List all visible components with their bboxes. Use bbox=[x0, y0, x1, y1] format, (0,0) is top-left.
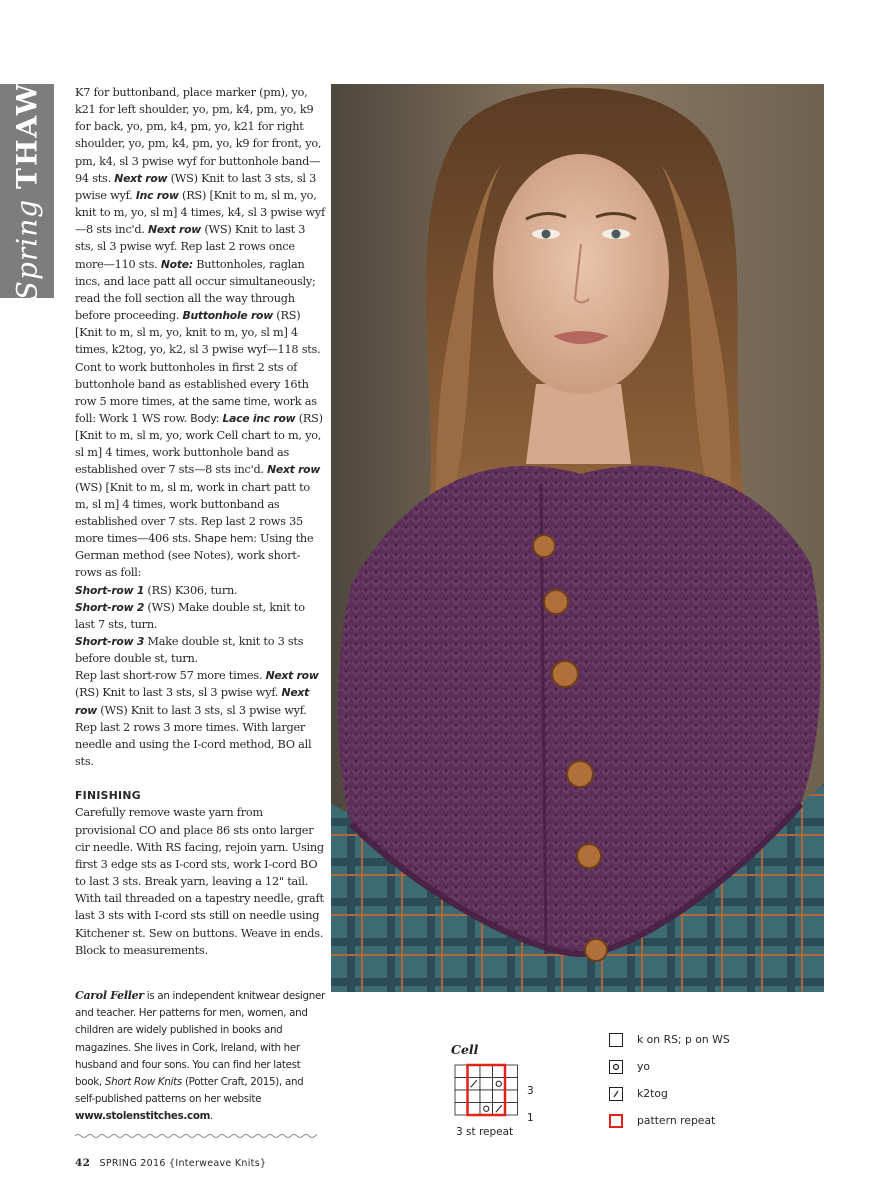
body-text: (RS) [Knit to m, sl m, yo, work Cell chart to m, yo, sl m] 4 times, work buttonhole band as established over 7 sts—8 sts inc'd. bbox=[75, 411, 323, 477]
body-text: (RS) [Knit to m, sl m, yo, knit to m, yo, sl m] 4 times, k2tog, yo, k2, sl 3 pwise wyf—118 sts. Cont to work buttonholes in first 2 sts of buttonhole band as established every 16th row 5 more times, bbox=[75, 309, 321, 408]
instructions-ending bbox=[75, 667, 325, 770]
repeat-box-icon bbox=[609, 1114, 623, 1128]
short-row-item bbox=[75, 599, 325, 633]
legend-item-yo bbox=[609, 1060, 809, 1078]
chart-cell bbox=[480, 1090, 493, 1103]
legend-item-knit bbox=[609, 1033, 809, 1051]
keyword-text: Short-row 3 bbox=[75, 635, 145, 648]
keyword-text: Lace inc row bbox=[222, 411, 296, 425]
keyword-text: Next row bbox=[114, 171, 168, 185]
keyword-text: Note: bbox=[160, 257, 193, 271]
designer-bio bbox=[75, 987, 325, 1126]
chart-cell bbox=[455, 1103, 468, 1116]
legend-item-k2tog bbox=[609, 1087, 809, 1105]
page-number: 42 bbox=[75, 1157, 91, 1169]
chart-cell bbox=[493, 1065, 506, 1078]
chart-cell bbox=[505, 1090, 518, 1103]
body-text: (WS) Knit to last 3 sts, sl 3 pwise wyf. bbox=[75, 171, 317, 202]
short-rows-list bbox=[75, 582, 325, 668]
k2tog-symbol-icon bbox=[609, 1087, 623, 1101]
issue-label: SPRING 2016 bbox=[99, 1158, 166, 1169]
book-title: Short Row Knits bbox=[104, 1076, 182, 1089]
chart-cell bbox=[480, 1078, 493, 1091]
legend-label: pattern repeat bbox=[637, 1114, 716, 1127]
keyword-text: Short-row 2 bbox=[75, 600, 145, 614]
blank-symbol-icon bbox=[609, 1033, 623, 1047]
keyword-text: Short-row 1 bbox=[75, 583, 145, 597]
body-text: Rep last short-row 57 more times. bbox=[75, 669, 266, 683]
chart-cell bbox=[480, 1065, 493, 1078]
chart-cell bbox=[480, 1103, 493, 1116]
keyword-text: Inc row bbox=[135, 188, 179, 202]
keyword-text: Next row bbox=[265, 669, 319, 683]
short-row-item bbox=[75, 582, 325, 599]
body-text: (RS) [Knit to m, sl m, yo, knit to m, yo, sl m] 4 times, k4, sl 3 pwise wyf—8 sts inc'd. bbox=[75, 188, 325, 237]
chart-row-label-3: 3 bbox=[527, 1085, 534, 1097]
chart-cell bbox=[455, 1078, 468, 1091]
legend-label: k on RS; p on WS bbox=[637, 1033, 730, 1046]
body-text: Buttonholes, raglan incs, and lace patt all occur simultaneously; read the foll section all the way through before proceeding. bbox=[75, 257, 316, 323]
body-text: (WS) Knit to last 3 sts, sl 3 pwise wyf. Rep last 2 rows 3 more times. With larger needle and using the I-cord method, BO all sts. bbox=[75, 703, 312, 769]
repeat-label: 3 st repeat bbox=[456, 1126, 514, 1138]
body-text: Using the German method (see Notes), work short-rows as foll: bbox=[75, 532, 314, 580]
short-row-item bbox=[75, 633, 325, 667]
chart-cell bbox=[493, 1090, 506, 1103]
keyword-text: Next row bbox=[75, 686, 310, 717]
bio-text-2: (Potter Craft, 2015), and self-published patterns on her website bbox=[75, 1076, 304, 1106]
keyword-text: Buttonhole row bbox=[182, 309, 273, 323]
chart-cell bbox=[505, 1065, 518, 1078]
chart-cell bbox=[468, 1065, 481, 1078]
section-tab-label bbox=[11, 82, 44, 300]
body-text: (WS) [Knit to m, sl m, work in chart patt to m, sl m] 4 times, work buttonband as established over 7 sts. Rep last 2 rows 35 more times—406 sts. bbox=[75, 480, 310, 546]
instructions-paragraph bbox=[75, 84, 325, 582]
model-photo-illustration bbox=[331, 84, 824, 992]
legend-label: yo bbox=[637, 1060, 650, 1073]
body-text: (WS) Knit to last 3 sts, sl 3 pwise wyf. Rep last 2 rows once more—110 sts. bbox=[75, 223, 306, 271]
finishing-text: Carefully remove waste yarn from provisional CO and place 86 sts onto larger cir needle. With RS facing, rejoin yarn. Using first 3 edge sts as I-cord sts, work I-cord BO to last 3 sts. Break yarn, leaving a 12" tail. With tail threaded on a tapestry needle, graft last 3 sts with I-cord sts still on needle using Kitchener st. Sew on buttons. Weave in ends. Block to measurements. bbox=[75, 806, 324, 957]
chart-cell bbox=[493, 1078, 506, 1091]
page-footer bbox=[75, 1157, 266, 1169]
body-text: (RS) Knit to last 3 sts, sl 3 pwise wyf. bbox=[75, 686, 282, 700]
section-tab-script: Spring bbox=[10, 198, 44, 301]
body-text: Make double st, knit to 3 sts before double st, turn. bbox=[75, 635, 304, 666]
website-link[interactable]: www.stolenstitches.com bbox=[75, 1110, 211, 1123]
bio-text-1: is an independent knitwear designer and teacher. Her patterns for men, women, and children are widely published in books and magazines. She lives in Cork, Ireland, with her husband and four sons. You can find her latest book, bbox=[75, 990, 325, 1089]
chart-cell bbox=[505, 1078, 518, 1091]
body-text: (RS) K306, turn. bbox=[144, 583, 238, 597]
legend-label: k2tog bbox=[637, 1087, 668, 1100]
wavy-divider bbox=[75, 1132, 317, 1140]
body-text: K7 for buttonband, place marker (pm), yo, k21 for left shoulder, yo, pm, k4, pm, yo, k9 for back, yo, pm, k4, pm, yo, k21 for right shoulder, yo, pm, k4, pm, yo, k9 for front, yo, pm, k4, sl 3 pwise wyf for buttonhole band—94 sts. bbox=[75, 86, 322, 185]
body-text: Shape hem: bbox=[194, 532, 257, 546]
body-text: (WS) Make double st, knit to last 7 sts, turn. bbox=[75, 600, 305, 631]
chart-cell bbox=[468, 1090, 481, 1103]
legend-item-repeat bbox=[609, 1114, 809, 1132]
pattern-instructions bbox=[75, 84, 325, 959]
body-text: work as foll: Work 1 WS row. bbox=[75, 394, 317, 425]
keyword-text: Next row bbox=[148, 223, 202, 237]
bio-end: . bbox=[210, 1110, 214, 1123]
cell-chart-grid bbox=[445, 1062, 529, 1126]
body-text: Body: bbox=[190, 411, 220, 425]
chart-title: Cell bbox=[451, 1042, 479, 1057]
section-tab-caps: THAW bbox=[10, 81, 44, 189]
chart-cell bbox=[468, 1103, 481, 1116]
chart-cell bbox=[455, 1065, 468, 1078]
model-photo bbox=[331, 84, 824, 992]
finishing-heading: FINISHING bbox=[75, 789, 141, 803]
chart-cell bbox=[455, 1090, 468, 1103]
keyword-text: Next row bbox=[267, 463, 321, 477]
chart-row-label-1: 1 bbox=[527, 1112, 534, 1124]
yo-symbol-icon bbox=[609, 1060, 623, 1074]
magazine-name: {Interweave Knits} bbox=[169, 1158, 267, 1169]
designer-name: Carol Feller bbox=[75, 989, 144, 1002]
body-text: at the same time, bbox=[178, 394, 271, 408]
chart-cell bbox=[505, 1103, 518, 1116]
section-tab bbox=[0, 81, 54, 301]
